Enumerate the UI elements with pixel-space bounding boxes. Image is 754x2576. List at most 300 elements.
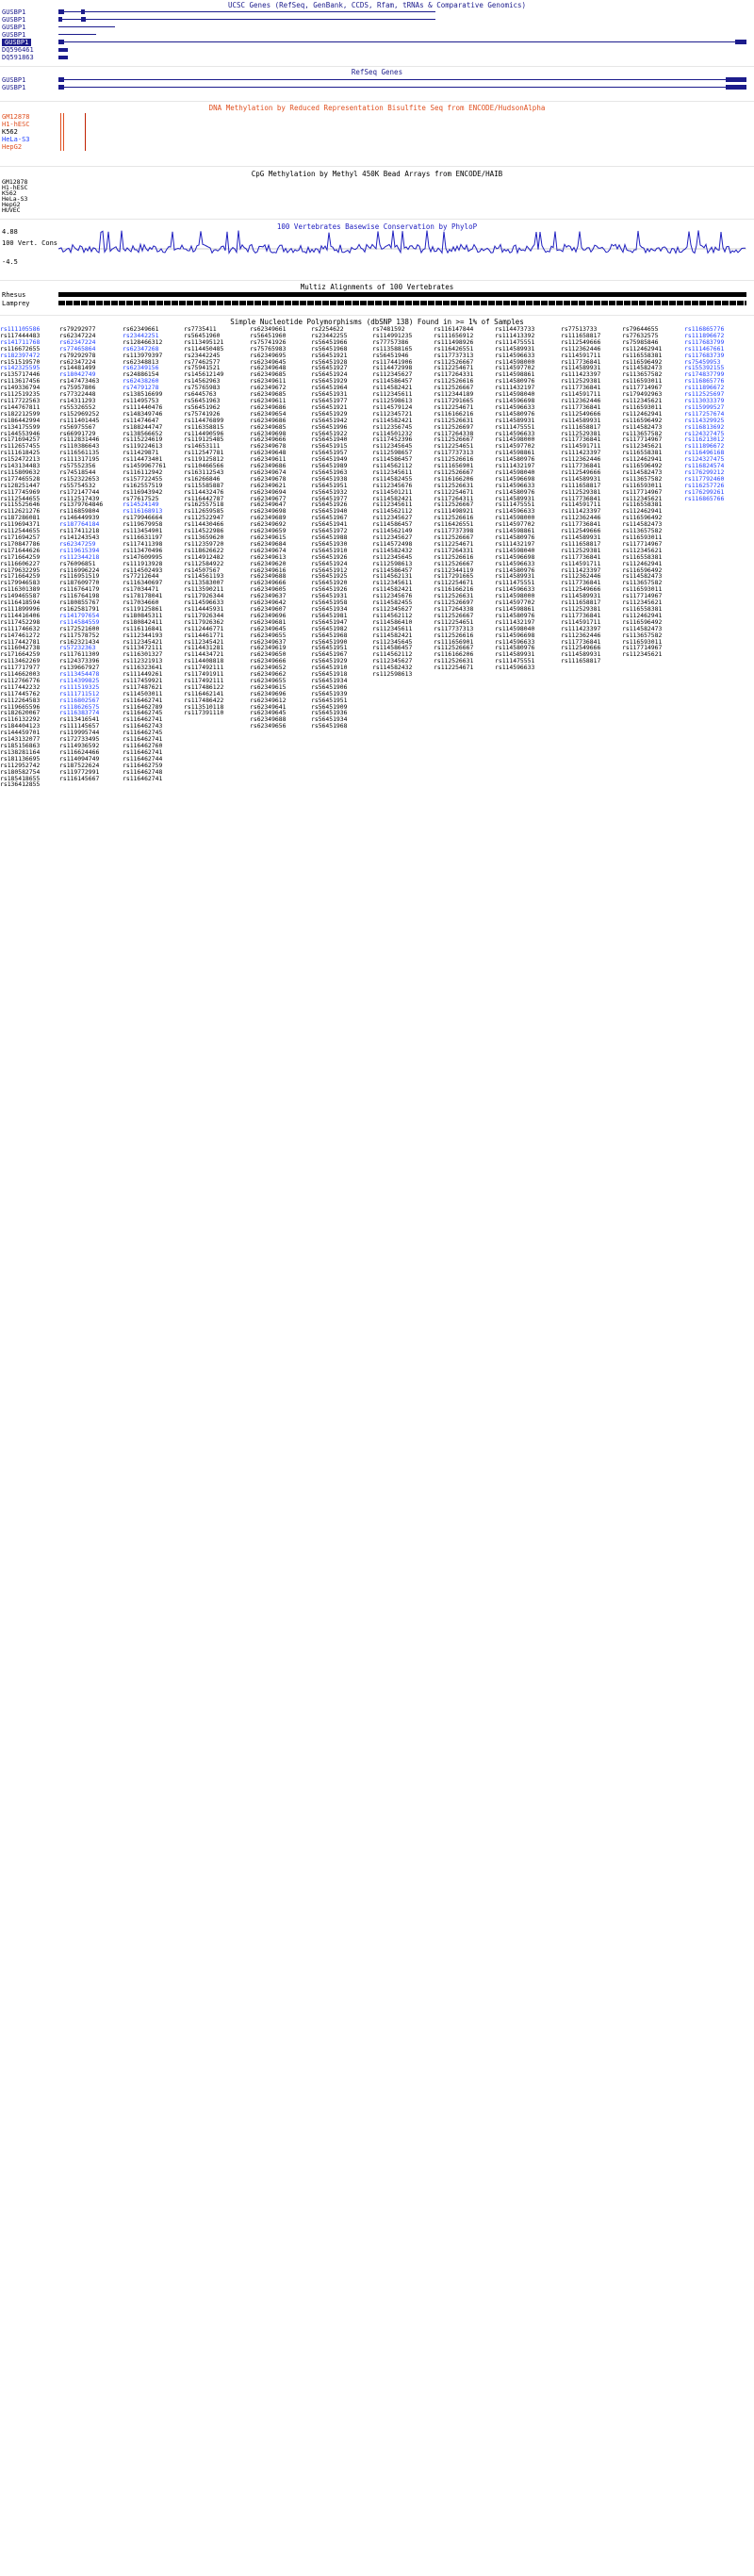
snp-item[interactable]: rs171664259 — [0, 650, 41, 659]
snp-item[interactable]: rs62349662 — [250, 670, 287, 679]
snp-item[interactable]: rs117737313 — [434, 351, 474, 359]
snp-item[interactable]: rs62349611 — [250, 377, 287, 386]
snp-item[interactable]: rs116462741 — [123, 735, 163, 744]
snp-item[interactable]: rs114582455 — [372, 474, 413, 483]
snp-item[interactable]: rs14653111 — [184, 442, 221, 451]
snp-item[interactable]: rs56451934 — [311, 604, 348, 613]
snp-item[interactable]: rs113454478 — [59, 670, 100, 679]
snp-item[interactable]: rs112519235 — [0, 390, 41, 399]
snp-item[interactable]: rs111423397 — [561, 507, 601, 516]
snp-item[interactable]: rs112344218 — [59, 552, 100, 561]
gene-label[interactable]: GUSBP1 — [2, 31, 26, 39]
snp-item[interactable]: rs112345611 — [372, 500, 413, 509]
snp-item[interactable]: rs55326552 — [59, 402, 96, 411]
snp-item[interactable]: rs112345621 — [622, 442, 663, 451]
snp-item[interactable]: rs114450485 — [184, 344, 224, 353]
snp-item[interactable]: rs111658817 — [561, 331, 601, 339]
snp-item[interactable]: rs114597702 — [495, 599, 535, 607]
snp-item[interactable]: rs114502493 — [123, 566, 163, 574]
snp-item[interactable]: rs56451963 — [311, 468, 348, 476]
snp-item[interactable]: rs114582421 — [372, 585, 413, 594]
snp-item[interactable]: rs112529381 — [561, 377, 601, 386]
snp-item[interactable]: rs112362446 — [561, 572, 601, 581]
snp-item[interactable]: rs111432197 — [495, 462, 535, 470]
snp-item[interactable]: rs56451934 — [311, 676, 348, 684]
snp-item[interactable]: rs56451988 — [311, 533, 348, 541]
snp-item[interactable]: rs185156863 — [0, 742, 41, 749]
snp-item[interactable]: rs23442251 — [123, 331, 159, 339]
snp-item[interactable]: rs179632295 — [0, 566, 41, 574]
aux-model[interactable] — [58, 48, 68, 52]
snp-item[interactable]: rs138516699 — [123, 390, 163, 399]
snp-item[interactable]: rs112345627 — [372, 604, 413, 613]
snp-item[interactable]: rs116462789 — [123, 702, 163, 711]
snp-item[interactable]: rs112952742 — [0, 761, 41, 769]
snp-item[interactable]: rs113657582 — [622, 631, 663, 639]
snp-item[interactable]: rs62349659 — [250, 527, 287, 535]
gene-label[interactable]: GUSBP1 — [2, 24, 26, 31]
snp-item[interactable]: rs180845311 — [123, 611, 163, 619]
snp-item[interactable]: rs117611309 — [59, 650, 100, 659]
snp-item[interactable]: rs116865776 — [684, 325, 725, 333]
snp-item[interactable]: rs112362446 — [561, 631, 601, 639]
snp-item[interactable]: rs111658817 — [561, 422, 601, 431]
snp-item[interactable]: rs114431281 — [184, 644, 224, 652]
rrbs-track[interactable] — [0, 104, 754, 162]
hm450-track[interactable] — [0, 170, 754, 217]
snp-item[interactable]: rs62349656 — [250, 722, 287, 730]
snp-item[interactable]: rs114596633 — [495, 402, 535, 411]
snp-item[interactable]: rs114596633 — [495, 429, 535, 437]
snp-item[interactable]: rs114094749 — [59, 754, 100, 763]
snp-item[interactable]: rs113617456 — [0, 377, 41, 386]
snp-track[interactable] — [0, 318, 754, 2570]
snp-item[interactable]: rs112549666 — [561, 527, 601, 535]
snp-item[interactable]: rs117445762 — [0, 689, 41, 697]
snp-item[interactable]: rs111746632 — [0, 624, 41, 632]
snp-item[interactable]: rs79644655 — [622, 325, 659, 333]
snp-item[interactable]: rs111658817 — [561, 657, 601, 665]
snp-item[interactable]: rs114936592 — [59, 742, 100, 749]
snp-item[interactable]: rs62349615 — [250, 682, 287, 691]
snp-item[interactable]: rs114586410 — [372, 617, 413, 626]
snp-item[interactable]: rs114598861 — [495, 370, 535, 379]
snp-item[interactable]: rs114591711 — [561, 442, 601, 451]
snp-item[interactable]: rs112529381 — [561, 429, 601, 437]
snp-item[interactable]: rs114589931 — [495, 650, 535, 659]
snp-item[interactable]: rs117926344 — [184, 592, 224, 600]
snp-item[interactable]: rs117264331 — [434, 546, 474, 554]
snp-item[interactable]: rs116764198 — [59, 592, 100, 600]
snp-item[interactable]: rs114416406 — [0, 611, 41, 619]
snp-item[interactable]: rs111432197 — [495, 617, 535, 626]
multiz-species[interactable]: Rhesus — [2, 291, 26, 299]
snp-item[interactable]: rs116596492 — [622, 416, 663, 424]
snp-item[interactable]: rs62349620 — [250, 559, 287, 567]
snp-item[interactable]: rs111656901 — [434, 637, 474, 646]
snp-item[interactable]: rs75741926 — [184, 409, 221, 418]
snp-item[interactable]: rs180855767 — [59, 599, 100, 607]
snp-item[interactable]: rs114586457 — [372, 520, 413, 529]
snp-item[interactable]: rs114598000 — [495, 592, 535, 600]
snp-item[interactable]: rs62347224 — [59, 331, 96, 339]
snp-item[interactable]: rs62349655 — [250, 676, 287, 684]
snp-item[interactable]: rs56451960 — [184, 331, 221, 339]
snp-item[interactable]: rs116596492 — [622, 462, 663, 470]
snp-item[interactable]: rs117714967 — [622, 539, 663, 548]
snp-item[interactable]: rs62349648 — [250, 449, 287, 457]
snp-item[interactable]: rs112345421 — [184, 637, 224, 646]
snp-item[interactable]: rs112254671 — [434, 402, 474, 411]
snp-item[interactable]: rs111899996 — [0, 604, 41, 613]
snp-item[interactable]: rs117745969 — [0, 487, 41, 496]
snp-item[interactable]: rs162557519 — [123, 481, 163, 489]
snp-item[interactable]: rs186442994 — [0, 416, 41, 424]
snp-item[interactable]: rs116558381 — [622, 500, 663, 509]
snp-item[interactable]: rs56451920 — [311, 579, 348, 587]
snp-item[interactable]: rs124327475 — [684, 429, 725, 437]
snp-item[interactable]: rs116358815 — [184, 422, 224, 431]
snp-item[interactable]: rs56451927 — [311, 364, 348, 372]
snp-item[interactable]: rs114582473 — [622, 364, 663, 372]
snp-item[interactable]: rs114561193 — [184, 572, 224, 581]
snp-item[interactable]: rs113472111 — [123, 644, 163, 652]
snp-item[interactable]: rs112345421 — [123, 637, 163, 646]
snp-item[interactable]: rs114562112 — [372, 650, 413, 659]
snp-item[interactable]: rs24886154 — [123, 370, 159, 379]
snp-item[interactable]: rs62349661 — [123, 325, 159, 333]
snp-item[interactable]: rs119125812 — [184, 455, 224, 464]
snp-item[interactable]: rs112254651 — [434, 617, 474, 626]
rrbs-cell-label[interactable]: K562 — [2, 128, 18, 136]
snp-item[interactable]: rs114329925 — [684, 416, 725, 424]
snp-item[interactable]: rs62349607 — [250, 604, 287, 613]
snp-item[interactable]: rs112526616 — [434, 455, 474, 464]
snp-item[interactable]: rs116593011 — [622, 533, 663, 541]
snp-item[interactable]: rs57232363 — [59, 644, 96, 652]
snp-item[interactable]: rs62349686 — [250, 402, 287, 411]
snp-item[interactable]: rs114582421 — [372, 384, 413, 392]
snp-item[interactable]: rs118626575 — [59, 702, 100, 711]
snp-item[interactable]: rs117291665 — [434, 572, 474, 581]
snp-item[interactable]: rs11429871 — [123, 449, 159, 457]
snp-item[interactable]: rs62349685 — [250, 422, 287, 431]
snp-item[interactable]: rs112254671 — [434, 364, 474, 372]
snp-item[interactable]: rs56451909 — [311, 702, 348, 711]
snp-item[interactable]: rs114591711 — [561, 500, 601, 509]
snp-item[interactable]: rs112362446 — [561, 396, 601, 404]
snp-item[interactable]: rs112345645 — [372, 442, 413, 451]
snp-item[interactable]: rs151519570 — [0, 357, 41, 366]
snp-item[interactable]: rs114476899 — [184, 416, 224, 424]
snp-item[interactable]: rs115224619 — [123, 435, 163, 444]
snp-item[interactable]: rs112446771 — [184, 624, 224, 632]
snp-item[interactable]: rs62349619 — [250, 644, 287, 652]
snp-item[interactable]: rs138566652 — [123, 429, 163, 437]
snp-item[interactable]: rs114580976 — [495, 455, 535, 464]
snp-item[interactable]: rs117411398 — [123, 539, 163, 548]
gene-model[interactable] — [58, 11, 435, 12]
snp-item[interactable]: rs116558381 — [622, 604, 663, 613]
snp-item[interactable]: rs114399825 — [59, 676, 100, 684]
snp-item[interactable]: rs114580976 — [495, 566, 535, 574]
snp-item[interactable]: rs172147744 — [59, 487, 100, 496]
snp-item[interactable]: rs112462941 — [622, 611, 663, 619]
snp-item[interactable]: rs114598040 — [495, 468, 535, 476]
snp-item[interactable]: rs117459921 — [123, 676, 163, 684]
snp-item[interactable]: rs116951519 — [59, 572, 100, 581]
snp-item[interactable]: rs114582473 — [622, 624, 663, 632]
snp-item[interactable]: rs135717446 — [0, 370, 41, 379]
snp-item[interactable]: rs114582421 — [372, 631, 413, 639]
snp-item[interactable]: rs117717977 — [0, 664, 41, 672]
snp-item[interactable]: rs112345627 — [372, 657, 413, 665]
snp-item[interactable]: rs114586457 — [372, 377, 413, 386]
snp-item[interactable]: rs116672655 — [0, 344, 41, 353]
snp-item[interactable]: rs116606227 — [0, 559, 41, 567]
snp-item[interactable]: rs116257726 — [684, 481, 725, 489]
snp-item[interactable]: rs112345676 — [372, 592, 413, 600]
snp-item[interactable]: rs56451921 — [311, 402, 348, 411]
snp-item[interactable]: rs114582421 — [372, 494, 413, 502]
snp-item[interactable]: rs116596492 — [622, 357, 663, 366]
snp-item[interactable]: rs116943942 — [123, 487, 163, 496]
snp-item[interactable]: rs113657582 — [622, 370, 663, 379]
snp-item[interactable]: rs112547781 — [184, 449, 224, 457]
snp-item[interactable]: rs111423397 — [561, 566, 601, 574]
snp-item[interactable]: rs114912482 — [184, 552, 224, 561]
snp-item[interactable]: rs114598000 — [495, 435, 535, 444]
snp-item[interactable]: rs112526667 — [434, 559, 474, 567]
snp-item[interactable]: rs114582432 — [372, 664, 413, 672]
snp-item[interactable]: rs152472213 — [0, 455, 41, 464]
snp-item[interactable]: rs116462741 — [123, 715, 163, 724]
snp-item[interactable]: rs115525646 — [0, 500, 41, 509]
snp-item[interactable]: rs62349621 — [250, 481, 287, 489]
snp-item[interactable]: rs111475551 — [495, 500, 535, 509]
snp-item[interactable]: rs114562131 — [372, 572, 413, 581]
snp-item[interactable]: rs148349746 — [123, 409, 163, 418]
snp-item[interactable]: rs114582473 — [622, 520, 663, 529]
snp-item[interactable]: rs172521600 — [59, 624, 100, 632]
snp-item[interactable]: rs56451977 — [311, 494, 348, 502]
snp-item[interactable]: rs116462748 — [123, 767, 163, 776]
snp-item[interactable]: rs117926362 — [184, 617, 224, 626]
snp-item[interactable]: rs56451977 — [311, 396, 348, 404]
snp-item[interactable]: rs112254651 — [434, 442, 474, 451]
snp-item[interactable]: rs112526631 — [434, 416, 474, 424]
gene-label[interactable]: GUSBP1 — [2, 16, 26, 24]
snp-item[interactable]: rs117578752 — [59, 631, 100, 639]
snp-item[interactable]: rs111467661 — [684, 344, 725, 353]
rrbs-cell-label[interactable]: HeLa-S3 — [2, 136, 30, 143]
snp-item[interactable]: rs62349611 — [250, 455, 287, 464]
snp-item[interactable]: rs116112942 — [123, 468, 163, 476]
snp-item[interactable]: rs62349654 — [250, 409, 287, 418]
snp-item[interactable]: rs77617525 — [123, 494, 159, 502]
snp-item[interactable]: rs117736841 — [561, 357, 601, 366]
snp-item[interactable]: rs114572498 — [372, 539, 413, 548]
snp-item[interactable]: rs182212599 — [0, 409, 41, 418]
snp-item[interactable]: rs112345721 — [372, 409, 413, 418]
snp-item[interactable]: rs111658817 — [561, 539, 601, 548]
snp-item[interactable]: rs138281164 — [0, 747, 41, 756]
snp-item[interactable]: rs56451929 — [311, 657, 348, 665]
snp-item[interactable]: rs118626622 — [184, 546, 224, 554]
snp-item[interactable]: rs113588165 — [372, 344, 413, 353]
snp-item[interactable]: rs114596633 — [495, 351, 535, 359]
snp-item[interactable]: rs114596633 — [495, 664, 535, 672]
snp-item[interactable]: rs114596633 — [495, 585, 535, 594]
snp-item[interactable]: rs14507567 — [184, 566, 221, 574]
snp-item[interactable]: rs111656901 — [434, 462, 474, 470]
snp-item[interactable]: rs149465587 — [0, 592, 41, 600]
snp-item[interactable]: rs116558381 — [622, 552, 663, 561]
snp-item[interactable]: rs181136695 — [0, 754, 41, 763]
snp-item[interactable]: rs115809632 — [0, 468, 41, 476]
snp-item[interactable]: rs113659620 — [184, 533, 224, 541]
snp-item[interactable]: rs17034471 — [123, 585, 159, 594]
snp-item[interactable]: rs113495121 — [184, 337, 224, 346]
snp-item[interactable]: rs112526667 — [434, 357, 474, 366]
snp-item[interactable]: rs112345621 — [622, 396, 663, 404]
snp-item[interactable]: rs77212644 — [123, 572, 159, 581]
snp-item[interactable]: rs116462745 — [123, 729, 163, 737]
snp-item[interactable]: rs62349666 — [250, 657, 287, 665]
snp-item[interactable]: rs77632575 — [622, 331, 659, 339]
snp-item[interactable]: rs112254671 — [434, 664, 474, 672]
snp-item[interactable]: rs56451966 — [311, 337, 348, 346]
snp-item[interactable]: rs56451960 — [250, 331, 287, 339]
snp-item[interactable]: rs117737313 — [434, 624, 474, 632]
aux-label[interactable]: DQ596461 — [2, 46, 34, 54]
snp-item[interactable]: rs112549666 — [561, 409, 601, 418]
snp-item[interactable]: rs56451910 — [311, 664, 348, 672]
snp-item[interactable]: rs124373396 — [59, 657, 100, 665]
snp-item[interactable]: rs62349613 — [250, 552, 287, 561]
snp-item[interactable]: rs162581791 — [59, 604, 100, 613]
snp-item[interactable]: rs56451906 — [311, 682, 348, 691]
snp-item[interactable]: rs116593011 — [622, 637, 663, 646]
snp-item[interactable]: rs116802567 — [59, 696, 100, 704]
snp-item[interactable]: rs111423397 — [561, 449, 601, 457]
snp-item[interactable]: rs114589931 — [561, 416, 601, 424]
snp-item[interactable]: rs114434721 — [184, 650, 224, 659]
snp-item[interactable]: rs62349677 — [250, 494, 287, 502]
snp-item[interactable]: rs56451949 — [311, 455, 348, 464]
snp-item[interactable]: rs117714967 — [622, 435, 663, 444]
snp-item[interactable]: rs56451967 — [311, 514, 348, 522]
snp-item[interactable]: rs114597702 — [495, 442, 535, 451]
snp-item[interactable]: rs111896672 — [684, 442, 725, 451]
snp-item[interactable]: rs56451912 — [311, 566, 348, 574]
snp-item[interactable]: rs112598613 — [372, 396, 413, 404]
snp-item[interactable]: rs114408818 — [184, 657, 224, 665]
snp-item[interactable]: rs119694371 — [0, 520, 41, 529]
snp-item[interactable]: rs117792460 — [684, 474, 725, 483]
snp-item[interactable]: rs62349674 — [250, 546, 287, 554]
snp-item[interactable]: rs56451926 — [311, 500, 348, 509]
snp-item[interactable]: rs112362446 — [561, 455, 601, 464]
snp-item[interactable]: rs16266846 — [184, 474, 221, 483]
snp-item[interactable]: rs180582754 — [0, 767, 41, 776]
snp-item[interactable]: rs62347224 — [59, 357, 96, 366]
snp-item[interactable]: rs62349686 — [250, 416, 287, 424]
snp-item[interactable]: rs56451947 — [311, 617, 348, 626]
snp-item[interactable]: rs112526697 — [434, 422, 474, 431]
snp-item[interactable]: rs56451918 — [311, 670, 348, 679]
snp-item[interactable]: rs124327475 — [684, 455, 725, 464]
snp-item[interactable]: rs56451964 — [311, 384, 348, 392]
snp-item[interactable]: rs117736841 — [561, 637, 601, 646]
snp-item[interactable]: rs56451910 — [311, 546, 348, 554]
snp-item[interactable]: rs113462269 — [0, 657, 41, 665]
snp-item[interactable]: rs116462741 — [123, 774, 163, 782]
snp-item[interactable]: rs62349678 — [250, 474, 287, 483]
snp-item[interactable]: rs75765983 — [184, 384, 221, 392]
snp-item[interactable]: rs56451962 — [184, 402, 221, 411]
snp-item[interactable]: rs62349666 — [250, 579, 287, 587]
multiz-species[interactable]: Lamprey — [2, 300, 30, 307]
snp-item[interactable]: rs114596633 — [495, 559, 535, 567]
snp-item[interactable]: rs141243543 — [59, 533, 100, 541]
snp-item[interactable]: rs116596492 — [622, 566, 663, 574]
snp-item[interactable]: rs62349696 — [250, 689, 287, 697]
snp-item[interactable]: rs113454901 — [123, 527, 163, 535]
snp-item[interactable]: rs114662003 — [0, 670, 41, 679]
snp-item[interactable]: rs184404123 — [0, 722, 41, 730]
snp-item[interactable]: rs112254671 — [434, 487, 474, 496]
snp-item[interactable]: rs56451972 — [311, 527, 348, 535]
gene-model[interactable] — [58, 19, 435, 20]
snp-item[interactable]: rs113657582 — [622, 579, 663, 587]
snp-item[interactable]: rs56451926 — [311, 585, 348, 594]
snp-item[interactable]: rs176299261 — [684, 487, 725, 496]
snp-item[interactable]: rs119615394 — [59, 546, 100, 554]
snp-item[interactable]: rs112529381 — [561, 604, 601, 613]
snp-item[interactable]: rs112621276 — [0, 507, 41, 516]
ucsc-genes-track[interactable] — [0, 0, 754, 61]
snp-item[interactable]: rs117442232 — [0, 682, 41, 691]
snp-item[interactable]: rs112659585 — [184, 507, 224, 516]
snp-item[interactable]: rs114501211 — [372, 487, 413, 496]
snp-item[interactable]: rs112526667 — [434, 611, 474, 619]
snp-item[interactable]: rs112544655 — [0, 527, 41, 535]
snp-item[interactable]: rs56451940 — [311, 435, 348, 444]
snp-item[interactable]: rs62349615 — [250, 533, 287, 541]
snp-item[interactable]: rs56451934 — [311, 715, 348, 724]
snp-item[interactable]: rs62349645 — [250, 624, 287, 632]
snp-item[interactable]: rs116418594 — [0, 599, 41, 607]
snp-item[interactable]: rs117722563 — [0, 396, 41, 404]
hm450-cell-label[interactable]: HepG2 — [2, 201, 21, 208]
snp-item[interactable]: rs112345621 — [622, 650, 663, 659]
snp-item[interactable]: rs119679958 — [123, 520, 163, 529]
snp-item[interactable]: rs116865776 — [684, 377, 725, 386]
snp-item[interactable]: rs114473733 — [495, 325, 535, 333]
snp-item[interactable]: rs75459953 — [684, 357, 721, 366]
snp-item[interactable]: rs111105586 — [0, 325, 41, 333]
snp-item[interactable]: rs114596698 — [495, 474, 535, 483]
refseq-label[interactable]: GUSBP1 — [2, 76, 26, 84]
snp-item[interactable]: rs117683739 — [684, 351, 725, 359]
snp-item[interactable]: rs111711512 — [59, 689, 100, 697]
snp-item[interactable]: rs117737398 — [434, 527, 474, 535]
snp-item[interactable]: rs117264311 — [434, 494, 474, 502]
snp-item[interactable]: rs116383774 — [59, 709, 100, 717]
snp-item[interactable]: rs112345621 — [622, 599, 663, 607]
refseq-model[interactable] — [58, 87, 746, 88]
